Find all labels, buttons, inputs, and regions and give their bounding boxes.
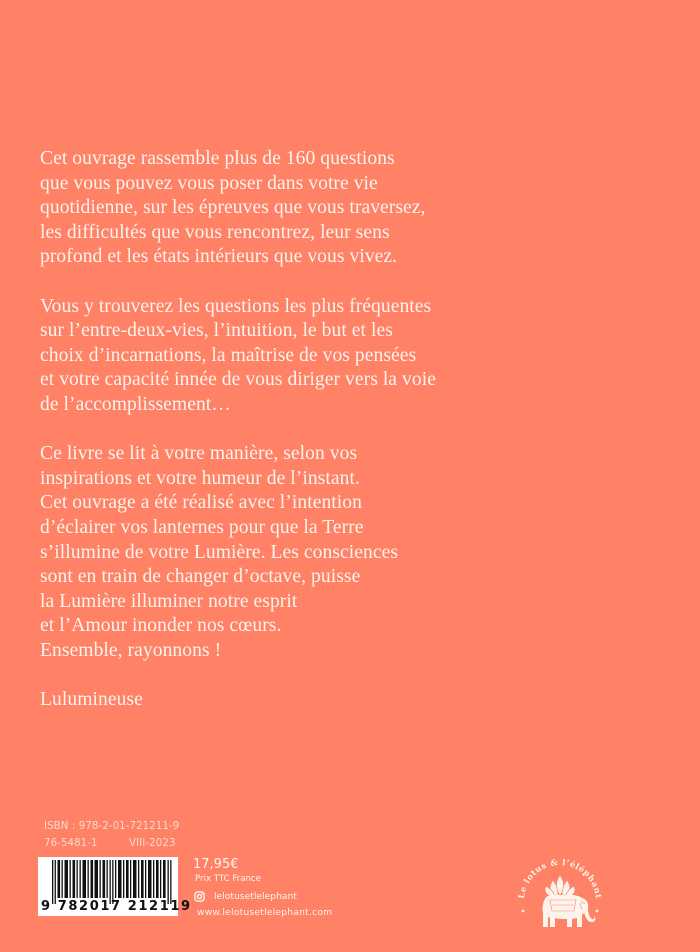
text-line: que vous pouvez vous poser dans votre vie [40,172,378,194]
paragraph-reading [40,442,680,663]
text-line: quotidienne, sur les épreuves que vous traversez, [40,197,426,219]
instagram-row [194,891,297,902]
paragraph-intro [40,147,680,270]
instagram-icon [194,891,205,902]
text-line: sur l’entre-deux-vies, l’intuition, le but et les [40,320,393,342]
text-line: et l’Amour inonder nos cœurs. [40,615,282,637]
text-line: choix d’incarnations, la maîtrise de vos pensées [40,344,417,366]
text-line: la Lumière illuminer notre esprit [40,590,298,612]
instagram-handle[interactable]: lelotusetlelephant [214,891,297,902]
back-cover-text [40,147,680,737]
price: 17,95€ [193,857,239,872]
isbn-label: ISBN : 978-2-01-721211-9 [44,821,180,832]
text-line: d’éclairer vos lanternes pour que la Terre [40,516,364,538]
text-line: Vous y trouverez les questions les plus fréquentes [40,295,432,317]
svg-text:Le lotus & l’éléphant: Le lotus & l’éléphant [516,856,604,900]
price-label: Prix TTC France [195,874,261,884]
text-line: Ensemble, rayonnons ! [40,639,222,661]
text-line: Cet ouvrage rassemble plus de 160 questions [40,148,395,169]
text-line: de l’accomplissement… [40,393,231,415]
barcode [38,857,192,916]
text-line: s’illumine de votre Lumière. Les consciences [40,541,399,563]
text-line: sont en train de changer d’octave, puisse [40,566,361,588]
text-line: inspirations et votre humeur de l’instant. [40,467,360,489]
text-line: Ce livre se lit à votre manière, selon vos [40,443,358,465]
barcode-icon [52,860,172,904]
text-line: profond et les états intérieurs que vous vivez. [40,246,398,268]
text-line: et votre capacité innée de vous diriger vers la voie [40,369,436,391]
paragraph-topics [40,295,680,418]
lotus-elephant-logo-icon [510,845,610,935]
product-code: 76-5481-1 [44,838,98,849]
signature-text: Lulumineuse [40,689,143,711]
text-line: les difficultés que vous rencontrez, leur sens [40,221,390,243]
text-line: Cet ouvrage a été réalisé avec l’intention [40,492,362,514]
barcode-digits: 9 782017 212119 [41,899,192,914]
product-code-row [44,838,176,849]
author-signature [40,688,680,713]
edition-date: VIII-2023 [129,838,176,849]
website-link[interactable]: www.lelotusetlelephant.com [197,907,333,918]
